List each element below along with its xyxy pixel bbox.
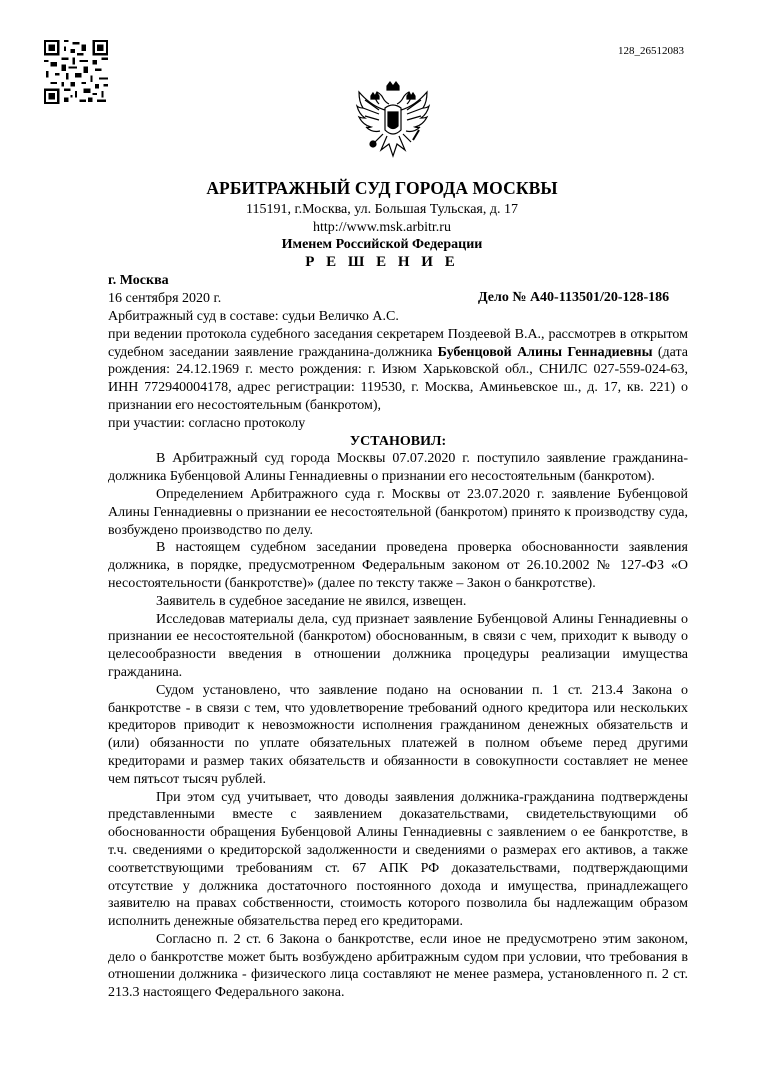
court-composition: Арбитражный суд в составе: судьи Величко А.С.	[108, 309, 399, 324]
paragraph: Определением Арбитражного суда г. Москвы от 23.07.2020 г. заявление Бубенцовой Алины Геннадиевны о признании ее несостоятельной (банкротом) принято к производству суда, возбуждено производство по делу.	[108, 486, 688, 538]
coat-of-arms-icon	[353, 80, 433, 166]
debtor-name: Бубенцовой Алины Геннадиевны	[437, 344, 653, 360]
qr-code-icon	[44, 40, 108, 104]
paragraph: В Арбитражный суд города Москвы 07.07.2020 г. поступило заявление гражданина-должника Бубенцовой Алины Геннадиевны о признании его несостоятельным (банкротом).	[108, 451, 688, 485]
court-website: http://www.msk.arbitr.ru	[313, 220, 451, 235]
established-heading: УСТАНОВИЛ:	[349, 433, 447, 449]
document-id: 128_26512083	[618, 45, 684, 57]
participation: при участии: согласно протоколу	[108, 415, 306, 431]
decision-date: 16 сентября 2020 г.	[108, 291, 222, 306]
paragraph: Исследовав материалы дела, суд признает заявление Бубенцовой Алины Геннадиевны о признании ее несостоятельной (банкротом) обоснованным, в связи с чем, приходит к выводу о целесообразности введения в отношении должника процедуры реализации имущества гражданина.	[108, 611, 688, 680]
paragraph: В настоящем судебном заседании проведена проверка обоснованности заявления должника, в порядке, предусмотренном Федеральным законом от 26.10.2002 № 127-ФЗ «О несостоятельности (банкротстве)» (далее по тексту также – Закон о банкротстве).	[108, 540, 688, 591]
in-the-name-of: Именем Российской Федерации	[281, 237, 483, 252]
paragraph: Судом установлено, что заявление подано на основании п. 1 ст. 213.4 Закона о банкротстве - в связи с тем, что удовлетворение требований одного кредитора или нескольких кредиторов приводит к невозможности исполнения гражданином денежных обязательств и (или) обязанности по уплате обязательных платежей в полном объеме перед другими кредиторами и размер таких обязательств и обязанности в совокупности составляет не менее чем пятьсот тысяч рублей.	[108, 682, 688, 787]
document-body	[108, 308, 688, 1002]
paragraph: Согласно п. 2 ст. 6 Закона о банкротстве, если иное не предусмотрено этим законом, дело о банкротстве может быть возбуждено арбитражным судом при условии, что требования в отношении должника - физического лица составляют не менее размера, установленного п. 2 ст. 213.3 настоящего Федерального закона.	[108, 931, 688, 1001]
paragraph: Заявитель в судебное заседание не явился, извещен.	[156, 593, 467, 609]
intro-paragraph: при ведении протокола судебного заседания секретарем Поздеевой В.А., рассмотрев в открытом судебном заседании заявление гражданина-должника Бубенцовой Алины Геннадиевны (дата рождения: 24.12.1969 г. место рождения: г. Изюм Харьковской обл., СНИЛС 027-559-024-63, ИНН 772940004178, адрес регистрации: 119530, г. Москва, Аминьевское ш., д. 17, кв. 221) о признании его несостоятельным (банкротом),	[108, 326, 688, 413]
court-address: 115191, г.Москва, ул. Большая Тульская, д. 17	[246, 202, 518, 217]
document-type: Р Е Ш Е Н И Е	[305, 254, 459, 270]
court-name: АРБИТРАЖНЫЙ СУД ГОРОДА МОСКВЫ	[206, 178, 558, 198]
case-number: Дело № А40-113501/20-128-186	[478, 290, 670, 305]
city: г. Москва	[108, 273, 169, 288]
paragraph: При этом суд учитывает, что доводы заявления должника-гражданина подтверждены представленными вместе с заявлением доказательствами, свидетельствующими об обоснованности обращения Бубенцовой Алины Геннадиевны с заявлением о ее банкротстве, в т.ч. сведениями о кредиторской задолженности и сведениями о размерах его активов, а также соответствующими требованиям ст. 67 АПК РФ доказательствами, подтверждающими отсутствие у должника достаточного постоянного дохода и имущества, принадлежащего заявителю на правах собственности, стоимость которого позволила бы надлежащим образом исполнить денежные обязательства перед его кредиторами.	[108, 789, 688, 930]
